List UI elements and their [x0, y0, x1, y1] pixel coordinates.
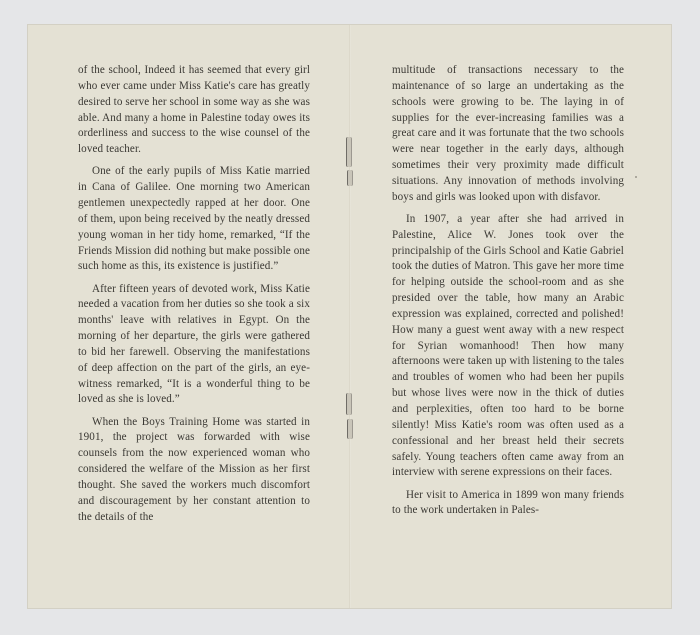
right-paragraph-2: In 1907, a year after she had arrived in Palestine, Alice W. Jones took over the principalship of the Girls School and Katie Gabriel took the duties of Matron. This gave her more time for helping outside the school-room and as she presided over the table, how many an Arabic expression was explained, corrected and polished! How many a guest went away with a new respect for Syrian womanhood! Then how many afternoons were taken up with listening to the tales and troubles of women who had been her pupils but whose lives were now in the thick of duties and perplexities, often too hard to be borne silently! Miss Katie's room was often used as a confessional and her breast held their secrets safely. Young teachers often came away from an interview with serene expressions on their faces. [392, 212, 624, 479]
left-paragraph-3: After fifteen years of devoted work, Miss Katie needed a vacation from her duties so she took a six months' leave with relatives in Egypt. On the morning of her departure, the girls were gathered to bid her farewell. Observing the manifestations of deep affection on the part of the girls, an eye-witness remarked, “It is a wonderful thing to be loved as she is loved.” [78, 282, 310, 406]
right-paragraph-3: Her visit to America in 1899 won many friends to the work undertaken in Pales- [392, 488, 624, 517]
right-page-text [392, 63, 624, 526]
left-page [28, 25, 350, 608]
booklet-spread [28, 25, 671, 608]
left-paragraph-4: When the Boys Training Home was started in 1901, the project was forwarded with wise counsels from the now experienced woman who considered the welfare of the Mission as her first thought. She saved the workers much discomfort and discouragement by her constant attention to the details of the [78, 415, 310, 523]
left-page-text [78, 63, 310, 532]
left-paragraph-1: of the school, Indeed it has seemed that every girl who ever came under Miss Katie's care has greatly desired to serve her school in some way as she was able. And many a home in Palestine today owes its orderliness and success to the wise counsel of the loved teacher. [78, 64, 310, 156]
right-paragraph-1: multitude of transactions necessary to the maintenance of so large an undertaking as the schools were growing to be. The laying in of supplies for the ever-increasing families was a great care and it was fortunate that the two schools were near together in the early days, although sometimes their very proximity made difficult situations. Any innovation of methods involving boys and girls was looked upon with disfavor. [392, 64, 624, 203]
right-page [350, 25, 671, 608]
left-paragraph-2: One of the early pupils of Miss Katie married in Cana of Galilee. One morning two American gentlemen unexpectedly rapped at her door. One of them, upon being received by the neatly dressed young woman in her tidy home, remarked, “If the Friends Mission did nothing but make possible one such home as this, its existence is justified.” [78, 165, 311, 273]
